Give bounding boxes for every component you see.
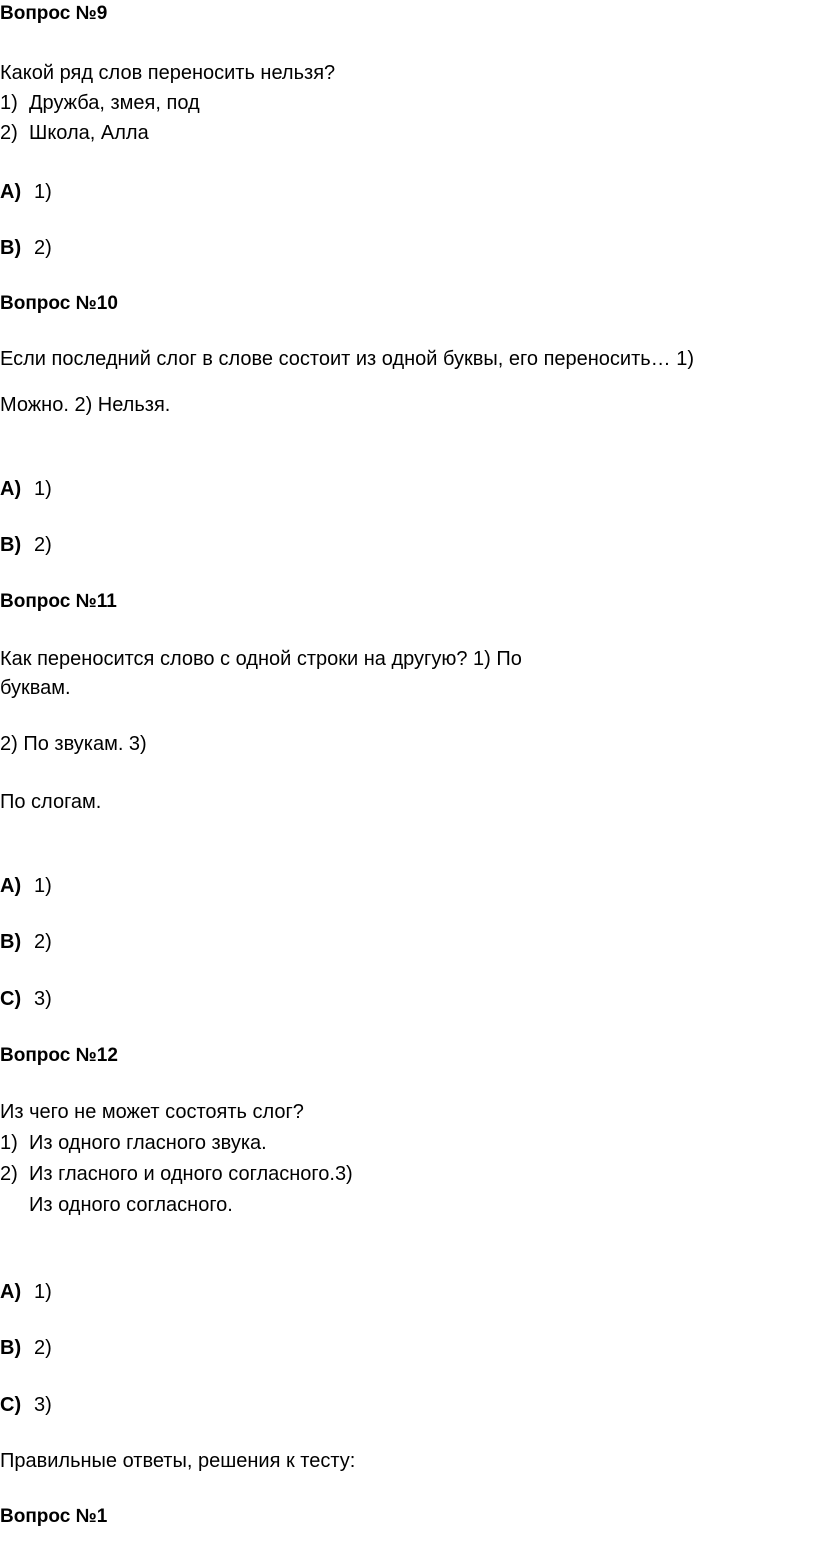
question-11-heading: Вопрос №11 <box>0 591 117 612</box>
question-12-answer-a[interactable] <box>0 1280 52 1304</box>
question-10-heading: Вопрос №10 <box>0 293 118 314</box>
answer-value: 1) <box>34 181 52 203</box>
question-10-text-line-1: Если последний слог в слове состоит из одной буквы, его переносить… 1) <box>0 348 695 370</box>
answer-value: 2) <box>34 931 52 953</box>
answer-value: 2) <box>34 237 52 259</box>
question-11-text-line-3: 2) По звукам. 3) <box>0 733 147 755</box>
answer-letter: A) <box>0 875 22 897</box>
question-9-answer-a[interactable] <box>0 180 52 204</box>
question-11-text-line-2: буквам. <box>0 677 71 699</box>
question-12-option-1 <box>0 1131 267 1155</box>
answer-value: 3) <box>34 1394 52 1416</box>
answer-letter: B) <box>0 931 22 953</box>
option-text: Дружба, змея, под <box>29 92 200 114</box>
question-11-text-line-4: По слогам. <box>0 791 102 813</box>
answer-letter: C) <box>0 988 22 1010</box>
question-12-text: Из чего не может состоять слог? <box>0 1101 304 1123</box>
question-1-heading: Вопрос №1 <box>0 1506 108 1527</box>
question-12-answer-c[interactable] <box>0 1393 52 1417</box>
question-12-answer-b[interactable] <box>0 1336 52 1360</box>
answer-letter: B) <box>0 1337 22 1359</box>
answer-value: 1) <box>34 875 52 897</box>
question-10-answer-a[interactable] <box>0 477 52 501</box>
question-9-option-2 <box>0 121 149 145</box>
answer-value: 1) <box>34 1281 52 1303</box>
option-number: 1) <box>0 92 18 114</box>
question-11-answer-b[interactable] <box>0 930 52 954</box>
question-12-option-2 <box>0 1162 353 1186</box>
answer-letter: A) <box>0 181 22 203</box>
answer-value: 2) <box>34 534 52 556</box>
question-11-answer-a[interactable] <box>0 874 52 898</box>
answer-letter: A) <box>0 1281 22 1303</box>
question-11-answer-c[interactable] <box>0 987 52 1011</box>
option-text: Из одного гласного звука. <box>29 1132 267 1154</box>
question-9-option-1 <box>0 91 200 115</box>
question-10-answer-b[interactable] <box>0 533 52 557</box>
question-10-text-line-2: Можно. 2) Нельзя. <box>0 394 171 416</box>
answer-value: 2) <box>34 1337 52 1359</box>
question-9-heading: Вопрос №9 <box>0 3 108 24</box>
option-number: 2) <box>0 122 18 144</box>
question-11-text-line-1: Как переносится слово с одной строки на другую? 1) По <box>0 648 522 670</box>
answer-letter: B) <box>0 237 22 259</box>
answer-letter: B) <box>0 534 22 556</box>
answers-section-title: Правильные ответы, решения к тесту: <box>0 1450 356 1472</box>
question-9-answer-b[interactable] <box>0 236 52 260</box>
answer-letter: A) <box>0 478 22 500</box>
question-9-text: Какой ряд слов переносить нельзя? <box>0 62 336 84</box>
question-12-option-3-continuation: Из одного согласного. <box>29 1194 233 1216</box>
answer-value: 3) <box>34 988 52 1010</box>
answer-value: 1) <box>34 478 52 500</box>
answer-letter: C) <box>0 1394 22 1416</box>
option-text: Из гласного и одного согласного.3) <box>29 1163 353 1185</box>
option-number: 1) <box>0 1132 18 1154</box>
option-text: Школа, Алла <box>29 122 149 144</box>
question-12-heading: Вопрос №12 <box>0 1045 118 1066</box>
option-number: 2) <box>0 1163 18 1185</box>
